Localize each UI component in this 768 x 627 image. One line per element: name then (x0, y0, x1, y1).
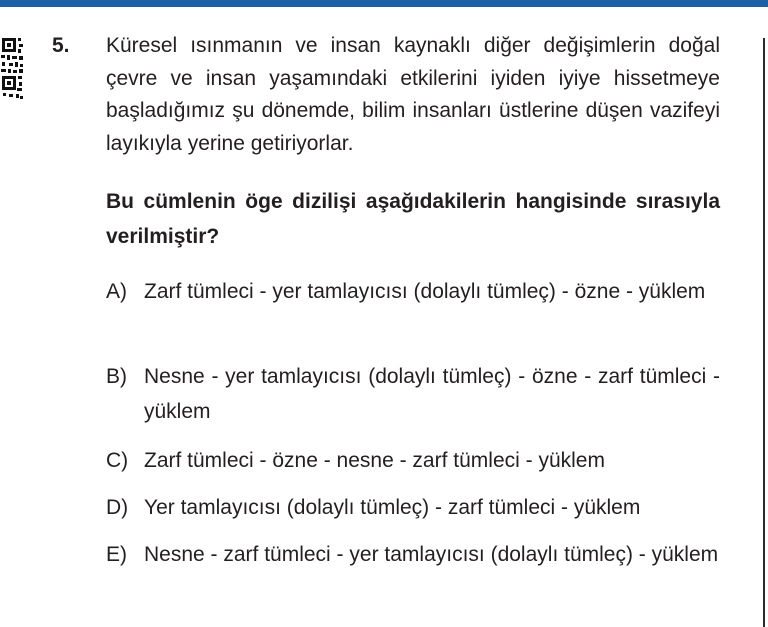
answer-option-d[interactable] (106, 490, 720, 525)
header-bar (0, 0, 768, 7)
qr-code-icon[interactable] (0, 36, 24, 102)
option-letter: B) (106, 365, 127, 388)
option-text: Yer tamlayıcısı (dolaylı tümleç) - zarf tümleci - yüklem (144, 496, 641, 519)
option-text: Nesne - yer tamlayıcısı (dolaylı tümleç) - özne - zarf tümleci - yüklem (144, 365, 720, 423)
answer-option-b[interactable] (106, 359, 720, 429)
margin-rule (763, 38, 765, 627)
option-text: Zarf tümleci - yer tamlayıcısı (dolaylı tümleç) - özne - yüklem (144, 280, 706, 303)
answer-option-e[interactable] (106, 537, 720, 572)
option-letter: A) (106, 280, 127, 303)
question-prompt: Bu cümlenin öge dizilişi aşağıdakilerin hangisinde sırasıyla verilmiştir? (106, 190, 720, 248)
answer-option-c[interactable] (106, 443, 720, 478)
answer-option-a[interactable] (106, 274, 720, 309)
option-text: Zarf tümleci - özne - nesne - zarf tümleci - yüklem (144, 449, 605, 472)
option-letter: C) (106, 449, 129, 472)
option-text: Nesne - zarf tümleci - yer tamlayıcısı (dolaylı tümleç) - yüklem (144, 543, 719, 566)
question-stem: Küresel ısınmanın ve insan kaynaklı diğer değişimlerin doğal çevre ve insan yaşamındaki etkilerini iyiden iyiye hissetmeye başladığımız şu dönemde, bilim insanları üstlerine düşen vazifeyi layıkıyla yerine getiriyorlar. (106, 34, 720, 155)
option-letter: D) (106, 496, 129, 519)
option-letter: E) (106, 543, 127, 566)
question-number: 5. (52, 34, 70, 57)
